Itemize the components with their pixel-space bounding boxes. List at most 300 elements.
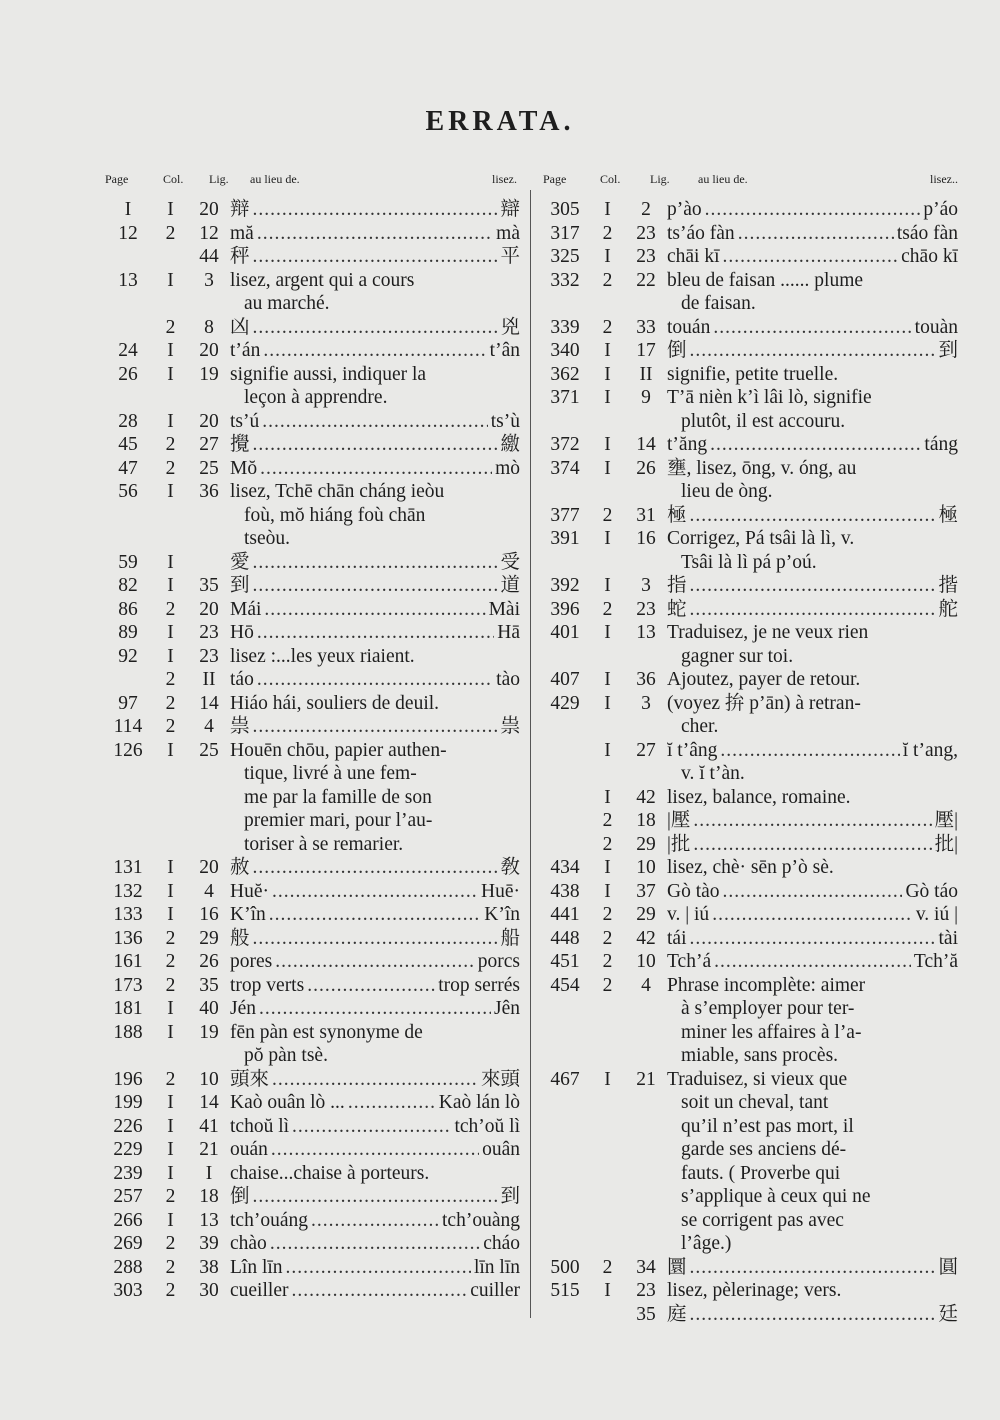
wrong-reading: táo: [230, 669, 254, 690]
wrong-reading: trop verts: [230, 974, 305, 996]
entry-text: [667, 950, 958, 974]
entry-text-line: foù, mŏ hiáng foù chān: [244, 504, 426, 526]
correct-reading: 極: [938, 504, 958, 526]
entry-text-line: [230, 856, 520, 880]
entry-col: I: [604, 880, 611, 902]
entry-line: 14: [636, 434, 656, 455]
entry-text: [230, 668, 520, 692]
entry-col: I: [604, 786, 611, 808]
entry-text: [230, 1256, 520, 1280]
entry-page: 24: [118, 340, 138, 361]
entry-line: 33: [636, 316, 656, 338]
entry-col: 2: [165, 598, 176, 620]
entry-text-line: v. ĭ t’àn.: [681, 763, 745, 784]
errata-entry: [540, 504, 958, 528]
errata-entry: [103, 1021, 520, 1068]
entry-text-line: plutôt, il est accouru.: [681, 410, 846, 432]
entry-col: 2: [165, 222, 176, 244]
entry-text-line: l’âge.): [681, 1233, 732, 1254]
entry-page: 269: [113, 1233, 143, 1254]
entry-text-line: [667, 598, 958, 622]
wrong-reading: 赦: [230, 857, 250, 878]
entry-text-line: chaise...chaise à porteurs.: [230, 1162, 430, 1184]
entry-line: 34: [636, 1256, 656, 1278]
errata-entry: [103, 1162, 520, 1186]
entry-text-line: [667, 222, 958, 246]
errata-entry: [540, 809, 958, 833]
correct-reading: Huē·: [481, 880, 520, 902]
entry-text-line: [667, 809, 958, 833]
entry-text-line: signifie, petite truelle.: [667, 363, 839, 385]
entry-text: [667, 598, 958, 622]
correct-reading: mò: [495, 457, 520, 479]
entry-page: 451: [550, 951, 580, 972]
entry-page: [540, 739, 590, 786]
entry-page: 325: [550, 246, 580, 267]
entry-text: [230, 1185, 520, 1209]
wrong-reading: Gò tào: [667, 880, 720, 902]
correct-reading: tch’oŭ lì: [454, 1115, 520, 1137]
header-right: lisez..: [930, 172, 958, 186]
entry-page: 97: [118, 692, 138, 714]
entry-text: [230, 997, 520, 1021]
entry-text-line: [667, 433, 958, 457]
errata-entry: [103, 245, 520, 269]
entry-col: I: [167, 1209, 174, 1231]
entry-line: 44: [199, 246, 219, 267]
errata-entry: [540, 316, 958, 340]
entry-col: I: [167, 269, 174, 291]
wrong-reading: 凶: [230, 316, 250, 338]
entry-text-line: [230, 316, 520, 340]
entry-text: [230, 856, 520, 880]
entry-text: [667, 316, 958, 340]
entry-page: 82: [118, 575, 138, 596]
errata-entry: [103, 1115, 520, 1139]
entry-page: 59: [118, 551, 138, 573]
entry-line: 31: [636, 504, 656, 526]
leader-dots: [292, 1115, 451, 1139]
entry-line: 18: [636, 810, 656, 831]
entry-line: 16: [636, 528, 656, 549]
correct-reading: cuiller: [470, 1280, 520, 1301]
entry-page: 196: [113, 1068, 143, 1090]
wrong-reading: 秤: [230, 246, 250, 267]
errata-entry: [103, 1256, 520, 1280]
entry-text: [667, 339, 958, 363]
entry-text: [667, 880, 958, 904]
errata-entry: [540, 974, 958, 1068]
entry-page: 136: [113, 927, 143, 949]
entry-text-line: de faisan.: [681, 293, 756, 314]
wrong-reading: Jén: [230, 998, 256, 1019]
entry-line: 22: [636, 269, 656, 291]
entry-text-line: Phrase incomplète: aimer: [667, 974, 866, 996]
entry-page: 13: [118, 269, 138, 291]
leader-dots: [690, 574, 936, 598]
correct-reading: 來頭: [480, 1068, 520, 1090]
correct-reading: 揩: [938, 575, 958, 596]
entry-text: [230, 950, 520, 974]
header-lig: Lig.: [209, 172, 229, 186]
entry-text-line: [230, 1279, 520, 1303]
entry-col: I: [604, 363, 611, 385]
entry-page: 303: [113, 1280, 143, 1301]
entry-text: [667, 457, 958, 504]
errata-entry: [103, 433, 520, 457]
entry-line: 19: [199, 1021, 219, 1043]
correct-reading: 繳: [500, 434, 520, 455]
entry-text: [230, 1232, 520, 1256]
correct-reading: p’áo: [923, 199, 958, 220]
entry-line: 39: [199, 1233, 219, 1254]
entry-text: [667, 1256, 958, 1280]
wrong-reading: p’ào: [667, 199, 702, 220]
wrong-reading: Hō: [230, 622, 254, 643]
entry-text-line: [230, 1068, 520, 1092]
errata-entry: [103, 598, 520, 622]
entry-page: 86: [118, 598, 138, 620]
entry-text-line: [230, 1138, 520, 1162]
entry-col: I: [604, 387, 611, 408]
entry-text-line: Traduisez, si vieux que: [667, 1068, 848, 1090]
entry-line: 10: [636, 857, 656, 878]
entry-page: 28: [118, 410, 138, 432]
entry-text: [667, 692, 958, 739]
entry-col: 2: [602, 222, 613, 244]
entry-page: 467: [550, 1068, 580, 1090]
entry-page: 407: [550, 669, 580, 690]
entry-page: [103, 316, 153, 340]
entry-text: [667, 739, 958, 786]
entry-line: 4: [641, 974, 651, 996]
errata-entry: [103, 927, 520, 951]
errata-entry: [540, 621, 958, 668]
entry-page: 317: [550, 222, 580, 244]
entry-col: I: [604, 340, 611, 361]
errata-entry: [540, 457, 958, 504]
errata-entry: [103, 715, 520, 739]
entry-text-line: [667, 950, 958, 974]
entry-col: I: [167, 904, 174, 925]
leader-dots: [253, 1185, 498, 1209]
leader-dots: [259, 997, 491, 1021]
entry-text: [667, 809, 958, 833]
wrong-reading: ĭ t’âng: [667, 739, 718, 761]
entry-line: 23: [636, 222, 656, 244]
correct-reading: 壓|: [934, 810, 958, 831]
entry-text-line: Houēn chōu, papier authen-: [230, 739, 447, 761]
correct-reading: 舵: [938, 598, 958, 620]
leader-dots: [710, 433, 921, 457]
leader-dots: [270, 1232, 480, 1256]
correct-reading: 批|: [934, 833, 958, 855]
entry-text-line: [230, 598, 520, 622]
wrong-reading: |批: [667, 833, 691, 855]
entry-col: I: [167, 622, 174, 643]
wrong-reading: 蛇: [667, 598, 687, 620]
wrong-reading: Huĕ·: [230, 880, 269, 902]
leader-dots: [712, 903, 913, 927]
entry-line: 18: [199, 1186, 219, 1207]
entry-line: 25: [199, 457, 219, 479]
entry-text: [230, 1209, 520, 1233]
correct-reading: t’ân: [489, 340, 520, 361]
entry-text-line: [230, 198, 520, 222]
entry-text: [667, 927, 958, 951]
entry-line: 17: [636, 340, 656, 361]
entry-text-line: [230, 927, 520, 951]
entry-line: 25: [199, 739, 219, 761]
entry-text-line: miner les affaires à l’a-: [681, 1021, 862, 1043]
entry-text-line: [667, 833, 958, 857]
entry-col: I: [167, 880, 174, 902]
entry-page: 181: [113, 998, 143, 1019]
wrong-reading: 庭: [667, 1303, 687, 1325]
entry-text-line: à s’employer pour ter-: [681, 998, 855, 1019]
wrong-reading: t’án: [230, 340, 261, 361]
leader-dots: [690, 1256, 936, 1280]
header-wrong: au lieu de.: [250, 172, 300, 186]
entry-col: 2: [602, 927, 613, 949]
entry-page: 515: [550, 1280, 580, 1301]
correct-reading: Hā: [497, 622, 520, 643]
entry-col: I: [604, 575, 611, 596]
entry-text-line: [230, 903, 520, 927]
errata-entry: [540, 1068, 958, 1256]
entry-page: 133: [113, 904, 143, 925]
entry-line: 16: [199, 904, 219, 925]
entry-line: 10: [199, 1068, 219, 1090]
entry-page: 12: [118, 222, 138, 244]
errata-entry: [103, 457, 520, 481]
column-divider: [530, 190, 531, 1318]
errata-entry: [540, 692, 958, 739]
entry-line: 23: [199, 622, 219, 643]
entry-page: [540, 833, 590, 857]
entry-col: I: [167, 199, 174, 220]
entry-page: 126: [113, 739, 143, 761]
errata-entry: [103, 1209, 520, 1233]
entry-text: [667, 222, 958, 246]
entry-col: [590, 1303, 625, 1327]
correct-reading: cháo: [483, 1233, 520, 1254]
errata-entry: [540, 833, 958, 857]
entry-line: 41: [199, 1115, 219, 1137]
entry-text-line: lisez, chè· sēn p’ò sè.: [667, 857, 834, 878]
errata-entry: [103, 621, 520, 645]
errata-entry: [540, 856, 958, 880]
leader-dots: [705, 198, 921, 222]
correct-reading: Mài: [488, 598, 520, 620]
entry-text: [667, 621, 958, 668]
entry-col: I: [167, 1139, 174, 1160]
leader-dots: [257, 222, 493, 246]
wrong-reading: 指: [667, 575, 687, 596]
entry-line: 29: [199, 927, 219, 949]
entry-text-line: leçon à apprendre.: [244, 387, 388, 408]
errata-entry: [103, 950, 520, 974]
entry-text: [230, 715, 520, 739]
entry-page: 441: [550, 904, 580, 925]
entry-text: [230, 198, 520, 222]
entry-col: I: [167, 551, 174, 573]
correct-reading: tch’ouàng: [442, 1209, 520, 1231]
entry-text: [230, 222, 520, 246]
entry-text-line: Traduisez, je ne veux rien: [667, 622, 869, 643]
entry-page: [103, 668, 153, 692]
wrong-reading: ts’ú: [230, 410, 260, 432]
errata-entry: [103, 668, 520, 692]
entry-col: 2: [165, 974, 176, 996]
leader-dots: [690, 1303, 936, 1327]
leader-dots: [693, 809, 931, 833]
entry-text: [667, 668, 958, 692]
entry-col: 2: [165, 669, 176, 690]
entry-text-line: [230, 222, 520, 246]
errata-entry: [540, 386, 958, 433]
column-header: [103, 172, 520, 192]
entry-text-line: garde ses anciens dé-: [681, 1139, 847, 1160]
entry-text-line: Tsâi là lì pá p’oú.: [681, 551, 817, 573]
wrong-reading: 辩: [230, 199, 250, 220]
leader-dots: [723, 880, 903, 904]
errata-entry: [103, 269, 520, 316]
entry-col: I: [604, 692, 611, 714]
correct-reading: mà: [496, 222, 520, 244]
entry-col: I: [604, 246, 611, 267]
entry-text: [230, 551, 520, 575]
errata-entry: [103, 363, 520, 410]
entry-page: 340: [550, 340, 580, 361]
errata-entry: [103, 1091, 520, 1115]
wrong-reading: K’în: [230, 904, 266, 925]
leader-dots: [690, 598, 936, 622]
entry-page: 45: [118, 434, 138, 455]
entry-col: 2: [165, 1280, 176, 1301]
correct-reading: ĭ t’ang,: [902, 739, 958, 761]
entry-text: [230, 1091, 520, 1115]
correct-reading: 圓: [938, 1256, 958, 1278]
correct-reading: 到: [500, 1186, 520, 1207]
entry-text: [667, 363, 958, 387]
errata-entry: [540, 786, 958, 810]
leader-dots: [253, 316, 498, 340]
entry-col: I: [167, 410, 174, 432]
entry-col: I: [604, 199, 611, 220]
entry-text-line: (voyez 拚 p’ān) à retran-: [667, 692, 861, 714]
entry-text: [667, 245, 958, 269]
entry-col: I: [167, 340, 174, 361]
header-wrong: au lieu de.: [698, 172, 748, 186]
entry-line: 9: [641, 387, 651, 408]
leader-dots: [713, 316, 911, 340]
wrong-reading: v. | iú: [667, 904, 710, 925]
entry-text: [230, 927, 520, 951]
entry-line: 35: [199, 974, 219, 996]
wrong-reading: 圜: [667, 1256, 687, 1278]
leader-dots: [269, 903, 482, 927]
errata-entry: [103, 410, 520, 434]
entry-col: 2: [165, 927, 176, 949]
entry-page: 47: [118, 457, 138, 479]
wrong-reading: ouán: [230, 1139, 268, 1160]
header-page: Page: [105, 172, 129, 186]
wrong-reading: Kaò ouân lò ...: [230, 1092, 345, 1113]
entry-text: [230, 974, 520, 998]
errata-entry: [540, 903, 958, 927]
leader-dots: [253, 715, 498, 739]
entry-page: 448: [550, 927, 580, 949]
entry-text-line: [667, 1303, 958, 1327]
entry-col: 2: [602, 598, 613, 620]
entry-text-line: lieu de òng.: [681, 481, 773, 502]
wrong-reading: Tch’á: [667, 951, 712, 972]
entry-text: [230, 363, 520, 410]
wrong-reading: tch’ouáng: [230, 1209, 308, 1231]
entry-text-line: [230, 621, 520, 645]
correct-reading: 到: [938, 340, 958, 361]
entry-line: 42: [636, 786, 656, 808]
errata-entry: [540, 363, 958, 387]
errata-entry: [540, 198, 958, 222]
leader-dots: [291, 1279, 467, 1303]
wrong-reading: mă: [230, 222, 254, 244]
entry-line: II: [639, 363, 653, 385]
entry-text-line: se corrigent pas avec: [681, 1209, 844, 1231]
wrong-reading: touán: [667, 316, 711, 338]
entry-text-line: [667, 339, 958, 363]
entry-text: [667, 198, 958, 222]
entry-line: 12: [199, 222, 219, 244]
leader-dots: [307, 974, 435, 998]
entry-text: [667, 903, 958, 927]
entry-line: 14: [199, 692, 219, 714]
entry-text-line: [230, 1091, 520, 1115]
entry-text: [230, 598, 520, 622]
errata-list: [540, 198, 958, 1326]
entry-text: [230, 903, 520, 927]
wrong-reading: t’ăng: [667, 434, 708, 455]
entry-line: 8: [204, 316, 214, 338]
entry-page: 131: [113, 857, 143, 878]
entry-page: [540, 809, 590, 833]
entry-text-line: lisez, balance, romaine.: [667, 786, 851, 808]
errata-entry: [103, 645, 520, 669]
entry-page: 371: [550, 387, 580, 408]
entry-page: 305: [550, 199, 580, 220]
entry-col: 2: [165, 716, 176, 737]
leader-dots: [690, 927, 936, 951]
errata-entry: [103, 880, 520, 904]
entry-col: 2: [602, 974, 613, 996]
wrong-reading: 愛: [230, 551, 250, 573]
entry-line: 13: [636, 622, 656, 643]
leader-dots: [738, 222, 894, 246]
entry-text-line: [230, 715, 520, 739]
entry-page: 199: [113, 1092, 143, 1113]
entry-text: [667, 433, 958, 457]
leader-dots: [286, 1256, 471, 1280]
correct-reading: v. iú |: [915, 904, 958, 925]
correct-reading: 道: [500, 575, 520, 596]
entry-line: 13: [199, 1209, 219, 1231]
leader-dots: [272, 1068, 478, 1092]
entry-col: I: [167, 481, 174, 502]
entry-text: [230, 316, 520, 340]
entry-text-line: cher.: [681, 716, 719, 737]
wrong-reading: 攪: [230, 434, 250, 455]
